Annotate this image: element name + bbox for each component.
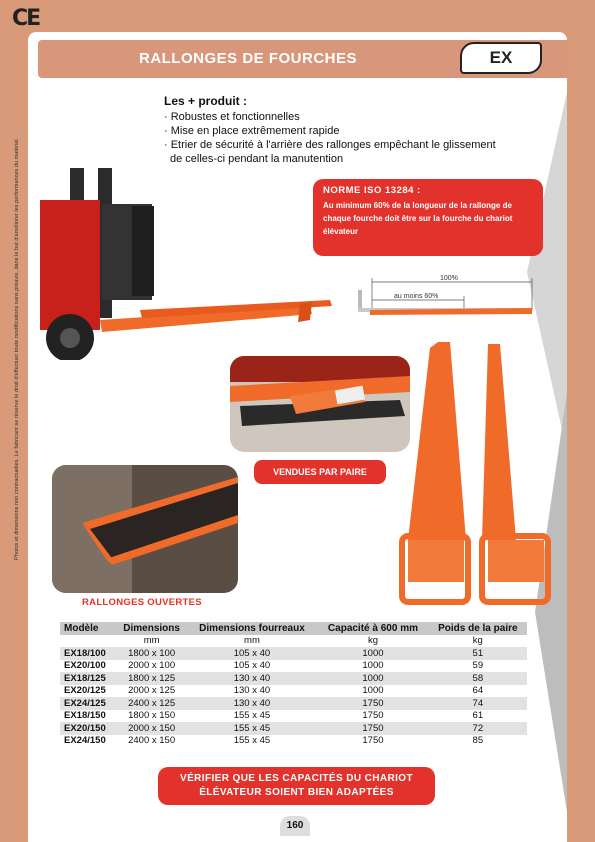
table-cell: 59 xyxy=(472,660,484,672)
model-cell: EX18/100 xyxy=(60,647,117,660)
model-cell: EX18/125 xyxy=(60,672,117,685)
open-badge: RALLONGES OUVERTES xyxy=(82,597,202,608)
table-cell: 58 xyxy=(429,672,527,685)
table-cell: 2000 x 150 xyxy=(117,722,187,735)
table-cell: 74 xyxy=(429,697,527,710)
table-row xyxy=(60,735,527,748)
warning-line: ÉLÉVATEUR SOIENT BIEN ADAPTÉES xyxy=(199,787,394,798)
model-cell: EX20/150 xyxy=(60,722,117,735)
table-cell: 1000 xyxy=(362,660,384,672)
table-cell: 130 x 40 xyxy=(233,685,271,697)
table-cell: 64 xyxy=(472,685,484,697)
norm-title: NORME ISO 13284 : xyxy=(323,185,421,196)
table-cell: 61 xyxy=(472,710,484,722)
model-cell: EX18/150 xyxy=(64,710,106,722)
forklift-photo xyxy=(40,160,340,360)
unit-cell: kg xyxy=(317,635,428,648)
advantages-title: Les + produit : xyxy=(164,94,248,108)
table-cell: 155 x 45 xyxy=(233,710,271,722)
table-cell: 2400 x 125 xyxy=(117,697,187,710)
product-photo xyxy=(398,340,558,608)
table-row xyxy=(60,722,527,735)
advantage-item: · Mise en place extrêmement rapide xyxy=(164,125,340,137)
table-cell: 1800 x 150 xyxy=(128,710,176,722)
unit-cell: mm xyxy=(117,635,187,648)
category-code: EX xyxy=(460,42,542,74)
header-cell: Dimensions fourreaux xyxy=(187,622,318,635)
header-cell: Poids de la paire xyxy=(429,622,527,635)
table-cell: 2400 x 150 xyxy=(128,735,176,747)
diagram-min-label: au moins 60% xyxy=(394,293,439,300)
ce-mark: CE xyxy=(12,6,40,31)
pair-badge: VENDUES PAR PAIRE xyxy=(254,460,386,484)
header-cell: Dimensions xyxy=(117,622,187,635)
table-row xyxy=(60,672,527,685)
table-cell: 130 x 40 xyxy=(187,672,318,685)
table-cell: 72 xyxy=(429,722,527,735)
product-advantages xyxy=(164,94,496,166)
model-cell: EX20/125 xyxy=(64,685,106,697)
model-cell: EX24/125 xyxy=(60,697,117,710)
header-cell: Modèle xyxy=(60,622,117,635)
open-extension-photo xyxy=(52,465,238,593)
table-cell: 1000 xyxy=(317,672,428,685)
table-row xyxy=(60,685,527,698)
table-cell: 1750 xyxy=(317,722,428,735)
iso-norm-box xyxy=(313,179,543,256)
model-cell: EX20/100 xyxy=(64,660,106,672)
disclaimer-note: Photos et dimensions non contractuelles. Le fabricant se réserve le droit d'effectuer toute modifications sans préavis, dans le but d'améliorer les performances du matériel. xyxy=(14,137,20,560)
security-clip-photo xyxy=(230,356,410,452)
unit-cell: mm xyxy=(187,635,318,648)
table-cell: 1750 xyxy=(317,697,428,710)
advantage-item: · Robustes et fonctionnelles xyxy=(164,111,300,123)
capacity-warning xyxy=(158,767,435,805)
table-row xyxy=(60,647,527,660)
unit-cell: kg xyxy=(429,635,527,648)
table-cell: 1000 xyxy=(317,647,428,660)
table-row xyxy=(60,660,527,673)
table-cell: 1800 x 100 xyxy=(117,647,187,660)
specifications-table xyxy=(60,622,527,747)
table-cell: 155 x 45 xyxy=(187,722,318,735)
advantage-item: de celles-ci pendant la manutention xyxy=(170,153,344,165)
warning-line: VÉRIFIER QUE LES CAPACITÉS DU CHARIOT xyxy=(180,773,413,784)
table-header-row xyxy=(60,622,527,635)
model-cell: EX24/150 xyxy=(64,735,106,747)
table-cell: 85 xyxy=(472,735,484,747)
header-cell: Capacité à 600 mm xyxy=(317,622,428,635)
table-cell: 1750 xyxy=(362,710,384,722)
table-cell: 1800 x 125 xyxy=(117,672,187,685)
table-unit-row xyxy=(60,635,527,648)
table-cell: 1000 xyxy=(362,685,384,697)
norm-text: Au minimum 60% de la longueur de la rallonge de chaque fourche doit être sur la fourche du chariot élévateur xyxy=(323,201,513,236)
table-cell: 155 x 45 xyxy=(233,735,271,747)
table-cell: 130 x 40 xyxy=(187,697,318,710)
page-title: RALLONGES DE FOURCHES xyxy=(138,50,357,67)
table-row xyxy=(60,710,527,723)
unit-cell xyxy=(60,635,117,648)
table-cell: 51 xyxy=(429,647,527,660)
page-number: 160 xyxy=(280,816,310,836)
table-cell: 2000 x 100 xyxy=(128,660,176,672)
iso-diagram xyxy=(350,270,540,322)
table-cell: 1750 xyxy=(362,735,384,747)
advantage-item: · Etrier de sécurité à l'arrière des rallonges empêchant le glissement xyxy=(164,139,496,151)
table-cell: 2000 x 125 xyxy=(128,685,176,697)
table-row xyxy=(60,697,527,710)
table-cell: 105 x 40 xyxy=(187,647,318,660)
table-cell: 105 x 40 xyxy=(233,660,271,672)
diagram-full-label: 100% xyxy=(440,275,458,282)
